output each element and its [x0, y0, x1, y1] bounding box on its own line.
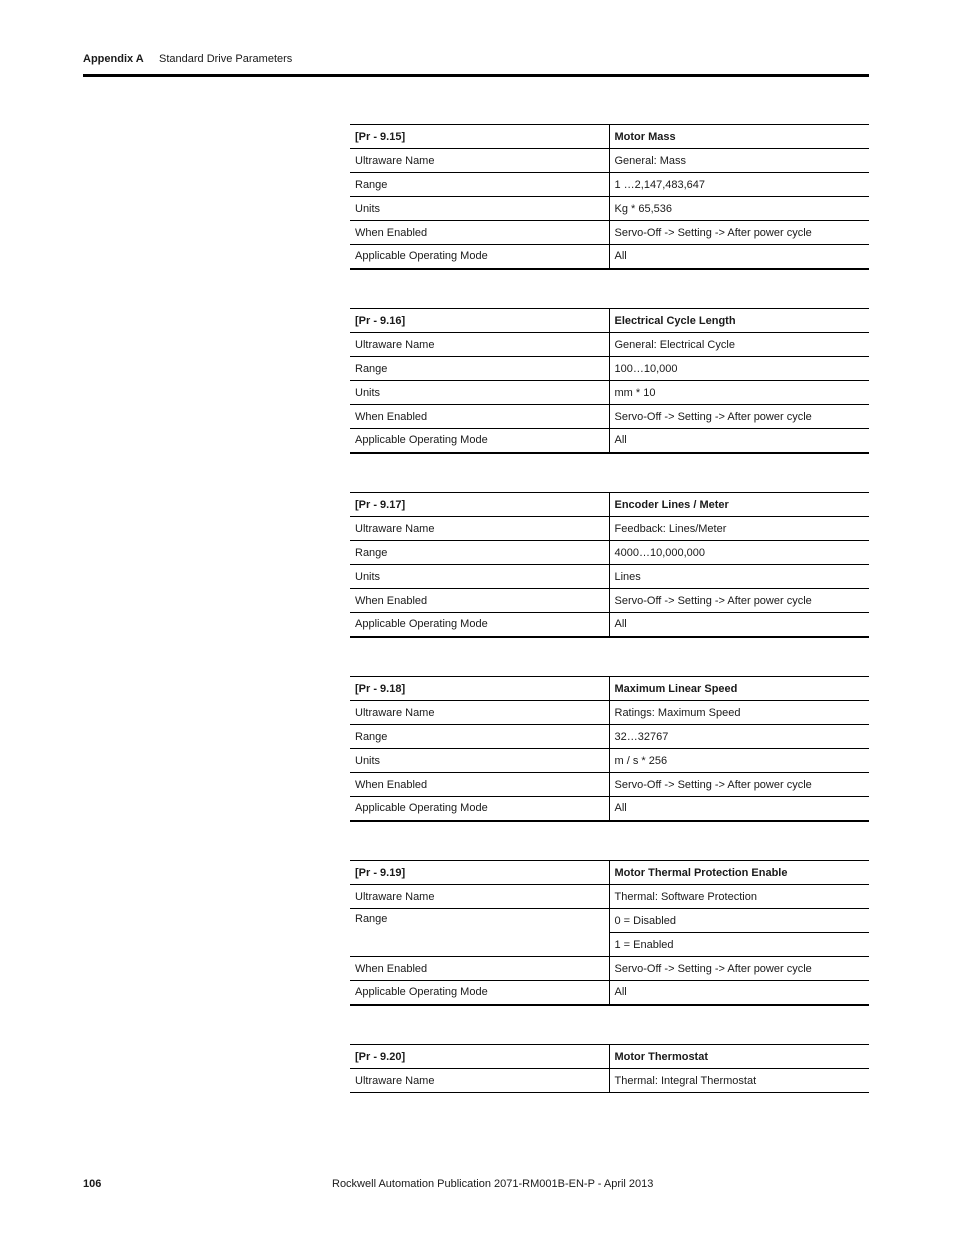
table-cell: Range: [350, 173, 609, 197]
table-cell: Range: [350, 725, 609, 749]
table-cell: Servo-Off -> Setting -> After power cycle: [609, 405, 869, 429]
table-cell: Motor Thermostat: [609, 1045, 869, 1069]
table-cell: When Enabled: [350, 957, 609, 981]
table-cell: All: [609, 797, 869, 821]
table-cell: Servo-Off -> Setting -> After power cycle: [609, 589, 869, 613]
table-cell: Feedback: Lines/Meter: [609, 517, 869, 541]
table-header-row: [350, 1045, 869, 1069]
table-cell: Range: [350, 541, 609, 565]
table-cell: All: [609, 245, 869, 269]
table-row: [350, 221, 869, 245]
parameter-table-9-17: [350, 492, 869, 638]
table-cell: General: Mass: [609, 149, 869, 173]
table-cell: General: Electrical Cycle: [609, 333, 869, 357]
page-number: 106: [83, 1178, 102, 1190]
table-header-row: [350, 677, 869, 701]
table-cell: Units: [350, 749, 609, 773]
table-cell: All: [609, 429, 869, 453]
table-row: [350, 405, 869, 429]
table-row: [350, 541, 869, 565]
table-cell: [Pr - 9.19]: [350, 861, 609, 885]
table-cell: Units: [350, 565, 609, 589]
section-title: Standard Drive Parameters: [159, 53, 293, 65]
table-row: [350, 749, 869, 773]
parameter-table-9-18: [350, 676, 869, 822]
table-cell: 100…10,000: [609, 357, 869, 381]
table-cell: Applicable Operating Mode: [350, 613, 609, 637]
parameter-table-9-19: [350, 860, 869, 1006]
table-header-row: [350, 493, 869, 517]
table-cell: Kg * 65,536: [609, 197, 869, 221]
table-cell: Ultraware Name: [350, 885, 609, 909]
table-cell: Ultraware Name: [350, 1069, 609, 1093]
table-cell: Servo-Off -> Setting -> After power cycle: [609, 957, 869, 981]
table-cell: Encoder Lines / Meter: [609, 493, 869, 517]
table-cell: Thermal: Software Protection: [609, 885, 869, 909]
table-cell: Motor Thermal Protection Enable: [609, 861, 869, 885]
table-cell: Applicable Operating Mode: [350, 245, 609, 269]
table-header-row: [350, 309, 869, 333]
table-cell: Motor Mass: [609, 125, 869, 149]
table-row: [350, 381, 869, 405]
table-row: [350, 773, 869, 797]
table-cell: [Pr - 9.20]: [350, 1045, 609, 1069]
table-cell: Servo-Off -> Setting -> After power cycle: [609, 773, 869, 797]
table-cell: When Enabled: [350, 405, 609, 429]
table-cell: [Pr - 9.18]: [350, 677, 609, 701]
table-cell: Ultraware Name: [350, 701, 609, 725]
table-header-row: [350, 125, 869, 149]
table-cell: Units: [350, 381, 609, 405]
table-row: [350, 725, 869, 749]
table-cell: 1 = Enabled: [609, 933, 869, 957]
table-row: [350, 589, 869, 613]
table-cell: Ultraware Name: [350, 149, 609, 173]
table-cell: mm * 10: [609, 381, 869, 405]
parameter-table-9-15: [350, 124, 869, 270]
table-cell: [Pr - 9.16]: [350, 309, 609, 333]
table-cell: Applicable Operating Mode: [350, 429, 609, 453]
table-row: [350, 245, 869, 269]
table-cell: Applicable Operating Mode: [350, 981, 609, 1005]
table-row: [350, 173, 869, 197]
table-cell: Maximum Linear Speed: [609, 677, 869, 701]
table-cell: When Enabled: [350, 773, 609, 797]
table-cell: Units: [350, 197, 609, 221]
table-cell: 4000…10,000,000: [609, 541, 869, 565]
table-row: [350, 429, 869, 453]
table-cell: Thermal: Integral Thermostat: [609, 1069, 869, 1093]
table-cell: Ultraware Name: [350, 517, 609, 541]
table-cell: Servo-Off -> Setting -> After power cycle: [609, 221, 869, 245]
table-cell: Range: [350, 357, 609, 381]
table-cell: Ultraware Name: [350, 333, 609, 357]
table-cell: Lines: [609, 565, 869, 589]
table-cell: Range: [350, 909, 609, 957]
table-cell: [Pr - 9.15]: [350, 125, 609, 149]
table-cell: Applicable Operating Mode: [350, 797, 609, 821]
table-row: [350, 149, 869, 173]
parameter-table-9-16: [350, 308, 869, 454]
table-row: [350, 565, 869, 589]
table-cell: Electrical Cycle Length: [609, 309, 869, 333]
table-row: [350, 517, 869, 541]
table-cell: 1 …2,147,483,647: [609, 173, 869, 197]
table-cell: When Enabled: [350, 221, 609, 245]
table-cell: All: [609, 613, 869, 637]
table-row: [350, 885, 869, 909]
table-cell: 32…32767: [609, 725, 869, 749]
table-cell: [Pr - 9.17]: [350, 493, 609, 517]
table-row: [350, 981, 869, 1005]
table-row: [350, 797, 869, 821]
table-header-row: [350, 861, 869, 885]
table-row: [350, 1069, 869, 1093]
publication-info: Rockwell Automation Publication 2071-RM001B-EN-P - April 2013: [332, 1178, 654, 1190]
table-row: [350, 357, 869, 381]
table-row: [350, 909, 869, 933]
table-row: [350, 613, 869, 637]
table-cell: m / s * 256: [609, 749, 869, 773]
table-cell: 0 = Disabled: [609, 909, 869, 933]
table-row: [350, 701, 869, 725]
table-cell: All: [609, 981, 869, 1005]
appendix-label: Appendix A: [83, 53, 144, 65]
header-rule: [83, 74, 869, 77]
table-cell: Ratings: Maximum Speed: [609, 701, 869, 725]
parameter-table-9-20: [350, 1044, 869, 1093]
table-row: [350, 957, 869, 981]
table-cell: When Enabled: [350, 589, 609, 613]
table-row: [350, 333, 869, 357]
table-row: [350, 197, 869, 221]
